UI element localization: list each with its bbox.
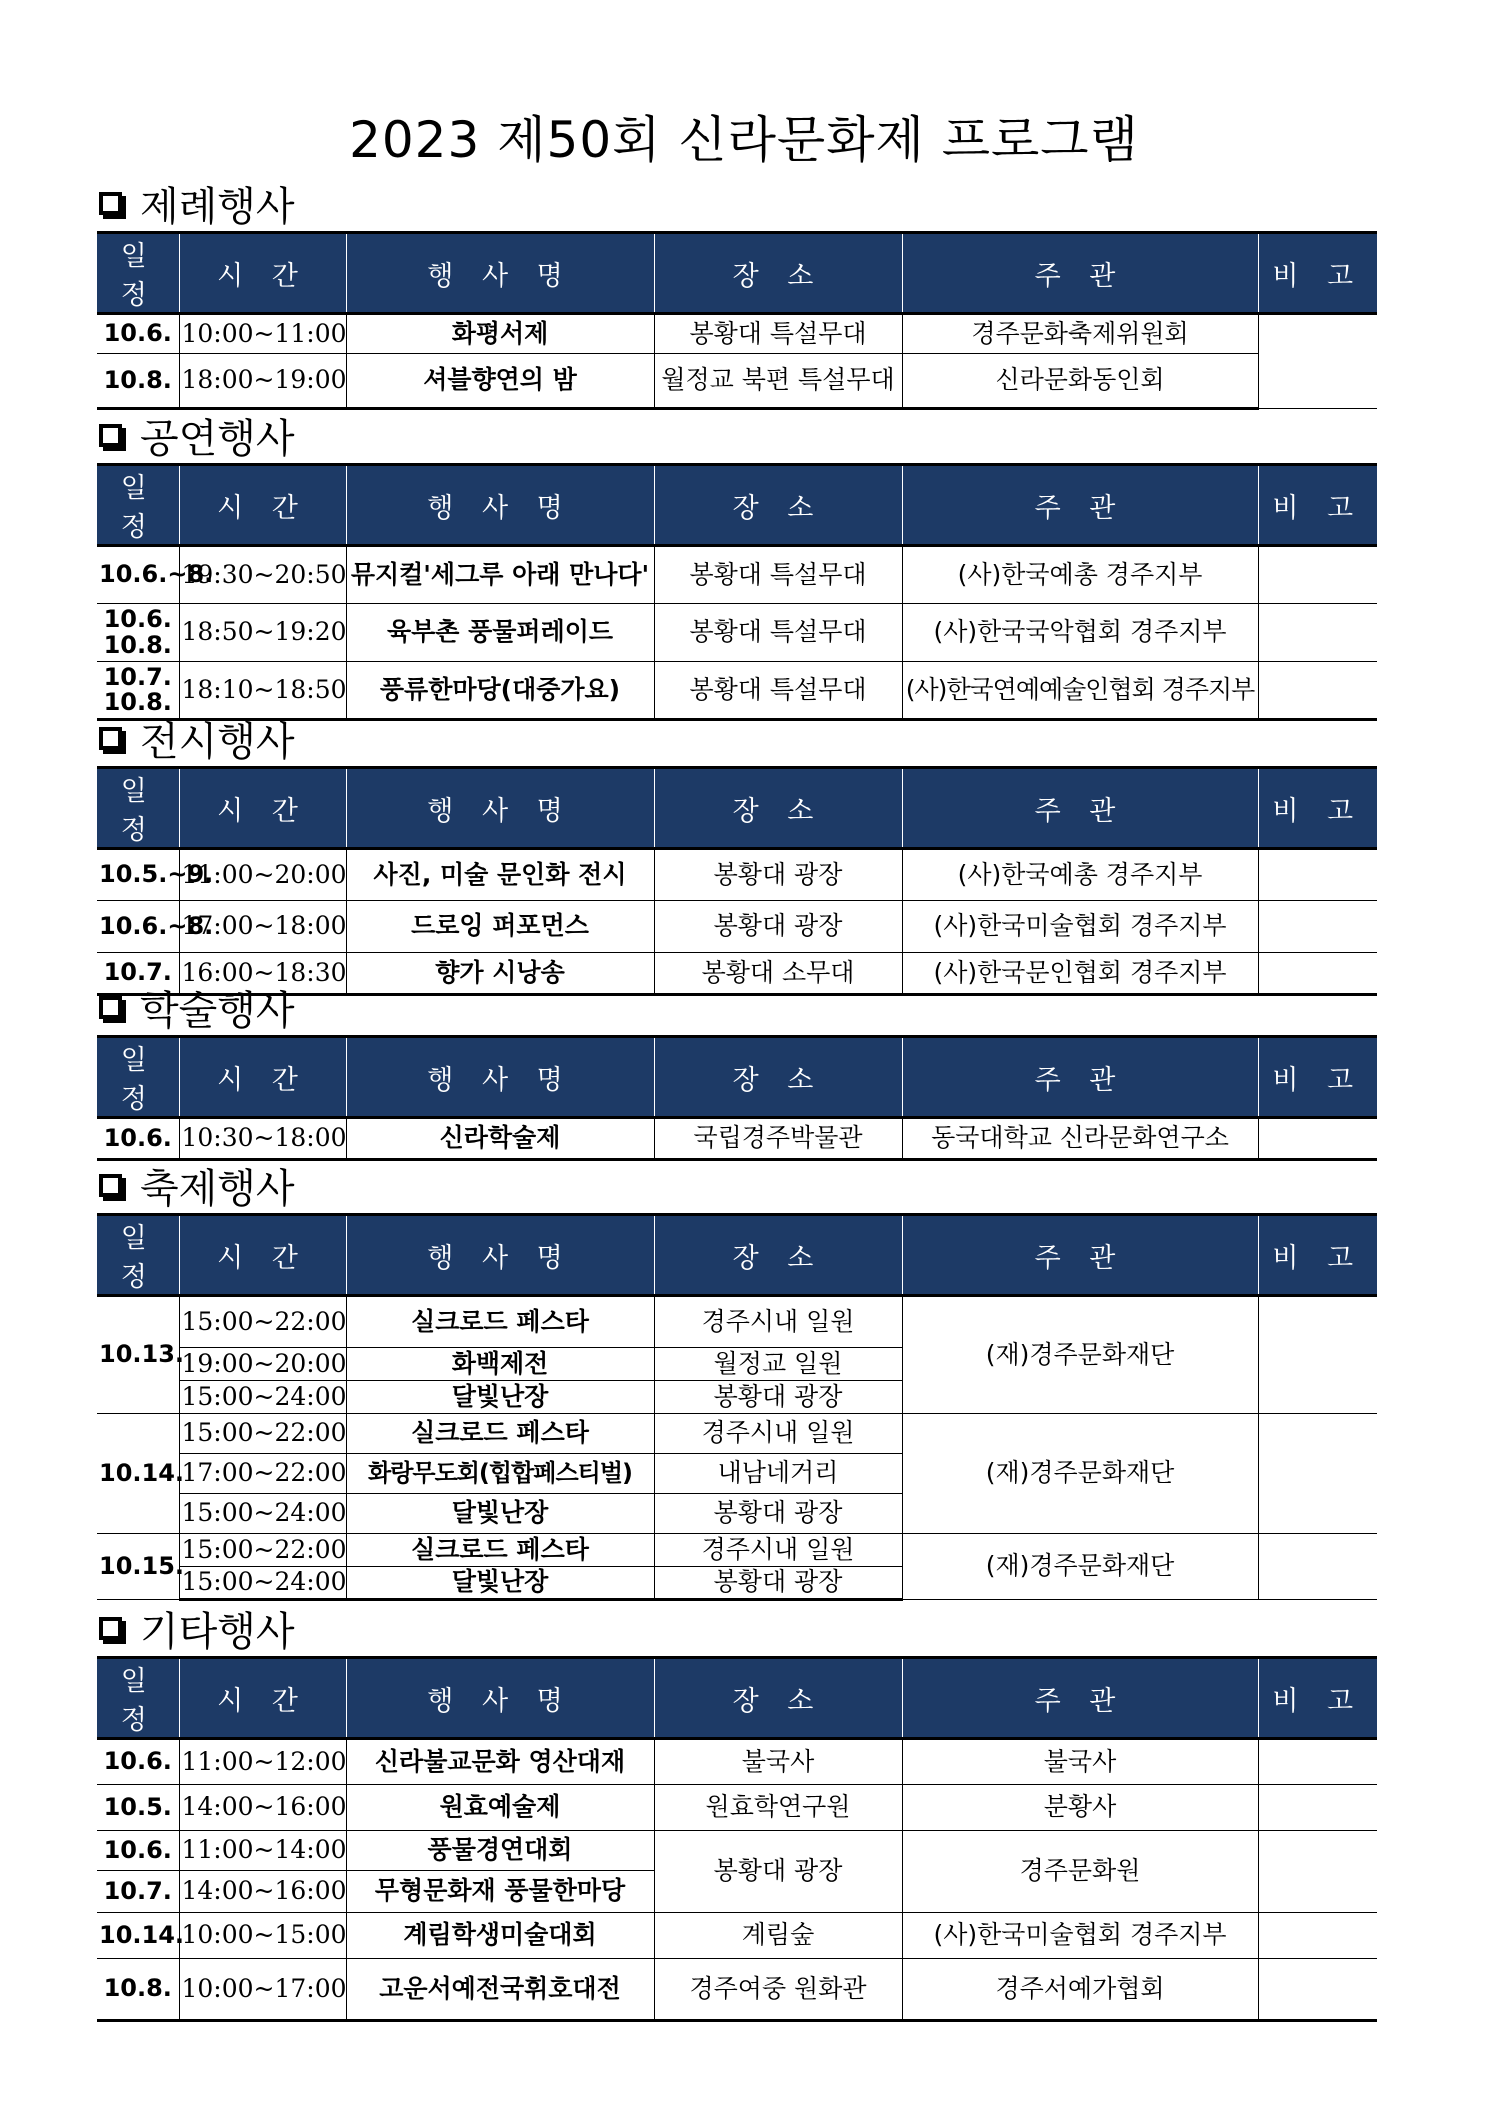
cell-time: 14:00~16:00 bbox=[179, 1871, 346, 1913]
cell-time: 15:00~22:00 bbox=[179, 1414, 346, 1454]
cell-name: 향가 시낭송 bbox=[346, 953, 654, 995]
table-row bbox=[97, 849, 1377, 901]
header-name: 행 사 명 bbox=[346, 768, 654, 849]
schedule-table bbox=[97, 463, 1377, 721]
cell-name: 실크로드 페스타 bbox=[346, 1414, 654, 1454]
cell-place: 봉황대 특설무대 bbox=[654, 604, 902, 662]
cell-place: 원효학연구원 bbox=[654, 1785, 902, 1831]
section-header bbox=[97, 710, 1377, 766]
table-row bbox=[97, 546, 1377, 604]
cell-org: (사)한국연예예술인협회 경주지부 bbox=[902, 662, 1258, 720]
cell-date: 10.6. 10.8. bbox=[97, 604, 179, 662]
section-header bbox=[97, 175, 1377, 231]
section-title: 기타행사 bbox=[140, 1608, 295, 1655]
cell-note bbox=[1258, 849, 1377, 901]
header-time: 시 간 bbox=[179, 1215, 346, 1296]
cell-date: 10.5.~9. bbox=[97, 849, 179, 901]
cell-name: 사진, 미술 문인화 전시 bbox=[346, 849, 654, 901]
header-date: 일 정 bbox=[97, 465, 179, 546]
cell-name: 셔블향연의 밤 bbox=[346, 354, 654, 409]
cell-place: 봉황대 광장 bbox=[654, 1831, 902, 1913]
header-note: 비 고 bbox=[1258, 465, 1377, 546]
cell-place: 월정교 북편 특설무대 bbox=[654, 354, 902, 409]
checkbox-square-icon bbox=[99, 727, 122, 750]
cell-place: 계림숲 bbox=[654, 1913, 902, 1959]
cell-note bbox=[1258, 1534, 1377, 1600]
cell-date: 10.8. bbox=[97, 1959, 179, 2021]
cell-place: 봉황대 특설무대 bbox=[654, 314, 902, 354]
cell-time: 18:50~19:20 bbox=[179, 604, 346, 662]
cell-date: 10.6. bbox=[97, 1118, 179, 1160]
cell-note bbox=[1258, 1414, 1377, 1534]
cell-time: 10:30~18:00 bbox=[179, 1118, 346, 1160]
header-date: 일 정 bbox=[97, 768, 179, 849]
cell-org: (사)한국국악협회 경주지부 bbox=[902, 604, 1258, 662]
cell-place: 봉황대 특설무대 bbox=[654, 546, 902, 604]
header-place: 장 소 bbox=[654, 1658, 902, 1739]
section-header bbox=[97, 407, 1377, 463]
cell-org: 신라문화동인회 bbox=[902, 354, 1258, 409]
section-title: 전시행사 bbox=[140, 718, 295, 765]
section-title: 제례행사 bbox=[140, 183, 295, 230]
cell-name: 풍류한마당(대중가요) bbox=[346, 662, 654, 720]
section-header bbox=[97, 1157, 1377, 1213]
section-exhibition bbox=[97, 710, 1377, 996]
schedule-table bbox=[97, 766, 1377, 996]
header-time: 시 간 bbox=[179, 233, 346, 314]
cell-date: 10.6.~8. bbox=[97, 546, 179, 604]
checkbox-square-icon bbox=[99, 192, 122, 215]
table-header-row bbox=[97, 1037, 1377, 1118]
cell-note bbox=[1258, 314, 1377, 409]
table-row bbox=[97, 1296, 1377, 1348]
header-name: 행 사 명 bbox=[346, 1215, 654, 1296]
cell-org: 경주서예가협회 bbox=[902, 1959, 1258, 2021]
checkbox-square-icon bbox=[99, 996, 122, 1019]
cell-date: 10.8. bbox=[97, 354, 179, 409]
schedule-table bbox=[97, 1656, 1377, 2022]
cell-place: 경주시내 일원 bbox=[654, 1534, 902, 1567]
cell-date: 10.13. bbox=[97, 1296, 179, 1414]
section-ritual bbox=[97, 175, 1377, 410]
header-org: 주 관 bbox=[902, 465, 1258, 546]
cell-note bbox=[1258, 1296, 1377, 1414]
cell-place: 경주시내 일원 bbox=[654, 1296, 902, 1348]
header-org: 주 관 bbox=[902, 1037, 1258, 1118]
table-row bbox=[97, 1959, 1377, 2021]
cell-name: 실크로드 페스타 bbox=[346, 1296, 654, 1348]
header-note: 비 고 bbox=[1258, 1037, 1377, 1118]
cell-org: 경주문화축제위원회 bbox=[902, 314, 1258, 354]
table-row bbox=[97, 354, 1377, 409]
table-row bbox=[97, 604, 1377, 662]
cell-note bbox=[1258, 1831, 1377, 1913]
header-date: 일 정 bbox=[97, 1037, 179, 1118]
cell-place: 경주시내 일원 bbox=[654, 1414, 902, 1454]
cell-name: 계림학생미술대회 bbox=[346, 1913, 654, 1959]
cell-name: 뮤지컬'세그루 아래 만나다' bbox=[346, 546, 654, 604]
cell-date: 10.6. bbox=[97, 314, 179, 354]
checkbox-square-icon bbox=[99, 1174, 122, 1197]
cell-time: 15:00~24:00 bbox=[179, 1381, 346, 1414]
table-row bbox=[97, 314, 1377, 354]
cell-date: 10.5. bbox=[97, 1785, 179, 1831]
cell-note bbox=[1258, 1959, 1377, 2021]
header-place: 장 소 bbox=[654, 233, 902, 314]
cell-time: 10:00~17:00 bbox=[179, 1959, 346, 2021]
header-name: 행 사 명 bbox=[346, 1658, 654, 1739]
header-note: 비 고 bbox=[1258, 1658, 1377, 1739]
cell-org: (재)경주문화재단 bbox=[902, 1296, 1258, 1414]
table-header-row bbox=[97, 1215, 1377, 1296]
cell-name: 화랑무도회(힙합페스티벌) bbox=[346, 1454, 654, 1494]
header-note: 비 고 bbox=[1258, 768, 1377, 849]
cell-date: 10.6. bbox=[97, 1739, 179, 1785]
cell-org: (사)한국예총 경주지부 bbox=[902, 546, 1258, 604]
checkbox-square-icon bbox=[99, 424, 122, 447]
cell-name: 달빛난장 bbox=[346, 1567, 654, 1600]
header-place: 장 소 bbox=[654, 1037, 902, 1118]
header-name: 행 사 명 bbox=[346, 233, 654, 314]
table-header-row bbox=[97, 465, 1377, 546]
cell-place: 국립경주박물관 bbox=[654, 1118, 902, 1160]
table-row bbox=[97, 1785, 1377, 1831]
header-place: 장 소 bbox=[654, 768, 902, 849]
schedule-table bbox=[97, 231, 1377, 410]
cell-time: 11:00~20:00 bbox=[179, 849, 346, 901]
cell-time: 14:00~16:00 bbox=[179, 1785, 346, 1831]
header-date: 일 정 bbox=[97, 1215, 179, 1296]
cell-org: 동국대학교 신라문화연구소 bbox=[902, 1118, 1258, 1160]
header-place: 장 소 bbox=[654, 1215, 902, 1296]
cell-org: (재)경주문화재단 bbox=[902, 1414, 1258, 1534]
cell-name: 화평서제 bbox=[346, 314, 654, 354]
cell-org: (사)한국미술협회 경주지부 bbox=[902, 901, 1258, 953]
cell-name: 풍물경연대회 bbox=[346, 1831, 654, 1871]
cell-place: 경주여중 원화관 bbox=[654, 1959, 902, 2021]
table-row bbox=[97, 1534, 1377, 1567]
cell-time: 16:00~18:30 bbox=[179, 953, 346, 995]
cell-name: 달빛난장 bbox=[346, 1381, 654, 1414]
header-time: 시 간 bbox=[179, 768, 346, 849]
cell-date: 10.6. bbox=[97, 1831, 179, 1871]
cell-place: 불국사 bbox=[654, 1739, 902, 1785]
cell-note bbox=[1258, 901, 1377, 953]
cell-time: 19:00~20:00 bbox=[179, 1348, 346, 1381]
cell-note bbox=[1258, 1785, 1377, 1831]
cell-org: 분황사 bbox=[902, 1785, 1258, 1831]
table-row bbox=[97, 1739, 1377, 1785]
cell-name: 실크로드 페스타 bbox=[346, 1534, 654, 1567]
header-org: 주 관 bbox=[902, 233, 1258, 314]
cell-name: 무형문화재 풍물한마당 bbox=[346, 1871, 654, 1913]
cell-place: 봉황대 광장 bbox=[654, 849, 902, 901]
cell-date: 10.15. bbox=[97, 1534, 179, 1600]
section-performance bbox=[97, 407, 1377, 721]
header-name: 행 사 명 bbox=[346, 1037, 654, 1118]
schedule-table bbox=[97, 1213, 1377, 1601]
cell-time: 15:00~22:00 bbox=[179, 1296, 346, 1348]
page-title: 2023 제50회 신라문화제 프로그램 bbox=[349, 111, 1139, 169]
table-header-row bbox=[97, 768, 1377, 849]
header-note: 비 고 bbox=[1258, 233, 1377, 314]
cell-time: 11:00~12:00 bbox=[179, 1739, 346, 1785]
cell-note bbox=[1258, 546, 1377, 604]
cell-name: 드로잉 퍼포먼스 bbox=[346, 901, 654, 953]
table-header-row bbox=[97, 1658, 1377, 1739]
cell-time: 19:30~20:50 bbox=[179, 546, 346, 604]
table-header-row bbox=[97, 233, 1377, 314]
cell-date: 10.7. bbox=[97, 1871, 179, 1913]
header-org: 주 관 bbox=[902, 1215, 1258, 1296]
header-place: 장 소 bbox=[654, 465, 902, 546]
cell-time: 15:00~24:00 bbox=[179, 1567, 346, 1600]
cell-name: 달빛난장 bbox=[346, 1494, 654, 1534]
cell-name: 화백제전 bbox=[346, 1348, 654, 1381]
cell-place: 봉황대 특설무대 bbox=[654, 662, 902, 720]
header-note: 비 고 bbox=[1258, 1215, 1377, 1296]
cell-place: 봉황대 광장 bbox=[654, 1567, 902, 1600]
cell-name: 신라학술제 bbox=[346, 1118, 654, 1160]
section-other bbox=[97, 1600, 1377, 2022]
header-time: 시 간 bbox=[179, 1658, 346, 1739]
cell-place: 봉황대 광장 bbox=[654, 1381, 902, 1414]
cell-time: 10:00~11:00 bbox=[179, 314, 346, 354]
header-time: 시 간 bbox=[179, 1037, 346, 1118]
section-header bbox=[97, 979, 1377, 1035]
table-row bbox=[97, 1414, 1377, 1454]
header-org: 주 관 bbox=[902, 1658, 1258, 1739]
cell-note bbox=[1258, 1739, 1377, 1785]
table-row bbox=[97, 901, 1377, 953]
cell-time: 18:10~18:50 bbox=[179, 662, 346, 720]
cell-place: 봉황대 소무대 bbox=[654, 953, 902, 995]
cell-place: 봉황대 광장 bbox=[654, 901, 902, 953]
cell-date: 10.14. bbox=[97, 1414, 179, 1534]
section-festival bbox=[97, 1157, 1377, 1601]
cell-note bbox=[1258, 1118, 1377, 1160]
cell-time: 18:00~19:00 bbox=[179, 354, 346, 409]
cell-time: 17:00~18:00 bbox=[179, 901, 346, 953]
header-org: 주 관 bbox=[902, 768, 1258, 849]
header-date: 일 정 bbox=[97, 1658, 179, 1739]
cell-org: (사)한국문인협회 경주지부 bbox=[902, 953, 1258, 995]
cell-date: 10.6.~8. bbox=[97, 901, 179, 953]
cell-org: (사)한국예총 경주지부 bbox=[902, 849, 1258, 901]
section-header bbox=[97, 1600, 1377, 1656]
cell-date: 10.14. bbox=[97, 1913, 179, 1959]
cell-org: 불국사 bbox=[902, 1739, 1258, 1785]
cell-time: 17:00~22:00 bbox=[179, 1454, 346, 1494]
cell-time: 10:00~15:00 bbox=[179, 1913, 346, 1959]
cell-name: 원효예술제 bbox=[346, 1785, 654, 1831]
cell-date: 10.7. 10.8. bbox=[97, 662, 179, 720]
table-row bbox=[97, 1831, 1377, 1871]
cell-name: 신라불교문화 영산대재 bbox=[346, 1739, 654, 1785]
cell-place: 월정교 일원 bbox=[654, 1348, 902, 1381]
cell-org: (재)경주문화재단 bbox=[902, 1534, 1258, 1600]
table-row bbox=[97, 1118, 1377, 1160]
section-title: 축제행사 bbox=[140, 1165, 295, 1212]
cell-place: 봉황대 광장 bbox=[654, 1494, 902, 1534]
section-academic bbox=[97, 979, 1377, 1161]
cell-time: 11:00~14:00 bbox=[179, 1831, 346, 1871]
cell-place: 내남네거리 bbox=[654, 1454, 902, 1494]
schedule-table bbox=[97, 1035, 1377, 1161]
cell-time: 15:00~24:00 bbox=[179, 1494, 346, 1534]
cell-note bbox=[1258, 604, 1377, 662]
table-row bbox=[97, 1913, 1377, 1959]
cell-time: 15:00~22:00 bbox=[179, 1534, 346, 1567]
header-name: 행 사 명 bbox=[346, 465, 654, 546]
cell-org: (사)한국미술협회 경주지부 bbox=[902, 1913, 1258, 1959]
header-date: 일 정 bbox=[97, 233, 179, 314]
checkbox-square-icon bbox=[99, 1617, 122, 1640]
cell-name: 고운서예전국휘호대전 bbox=[346, 1959, 654, 2021]
section-title: 공연행사 bbox=[140, 415, 295, 462]
header-time: 시 간 bbox=[179, 465, 346, 546]
cell-org: 경주문화원 bbox=[902, 1831, 1258, 1913]
cell-name: 육부촌 풍물퍼레이드 bbox=[346, 604, 654, 662]
cell-date: 10.7. bbox=[97, 953, 179, 995]
section-title: 학술행사 bbox=[140, 987, 295, 1034]
cell-note bbox=[1258, 1913, 1377, 1959]
